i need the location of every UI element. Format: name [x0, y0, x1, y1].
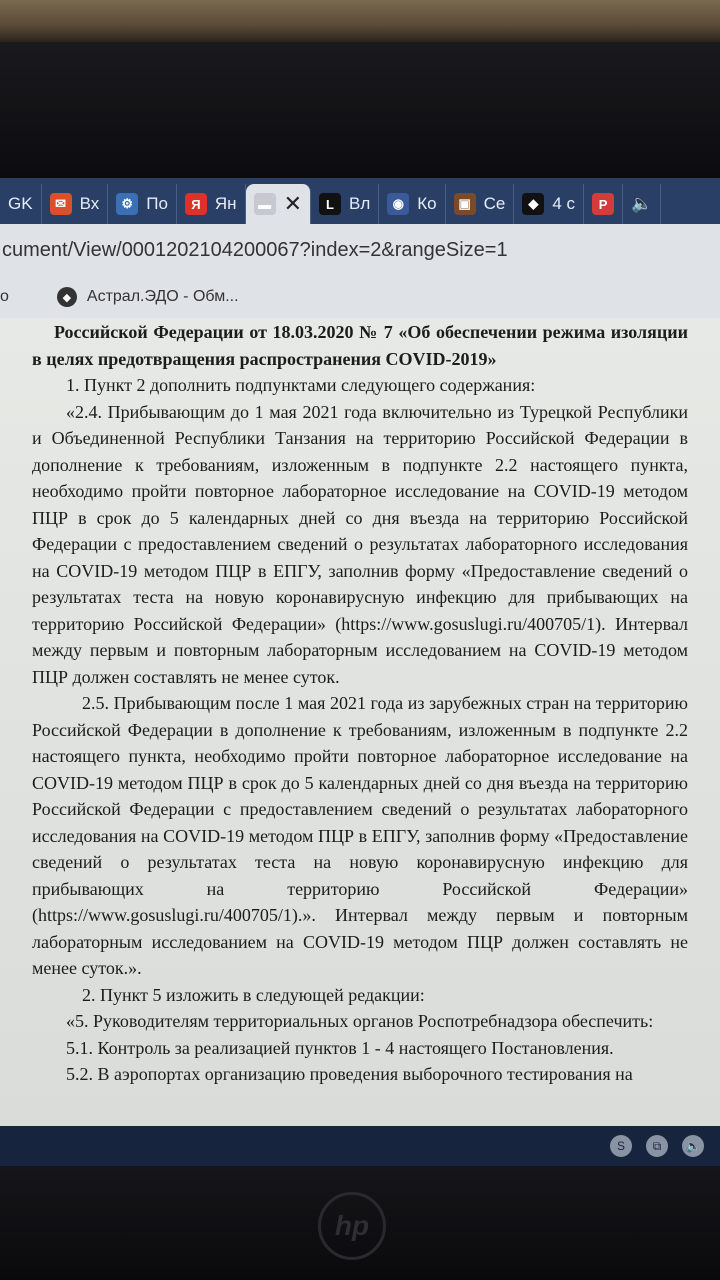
tab-favicon-icon: L: [319, 193, 341, 215]
tab-label: Се: [483, 194, 506, 213]
document-view: [0, 318, 720, 1126]
document-heading: Российской Федерации от 18.03.2020 № 7 «Об обеспечении режима изоляции в целях предотвращения распространения COVID-2019»: [32, 322, 688, 369]
astral-icon: ◆: [57, 287, 77, 307]
paragraph-1: 1. Пункт 2 дополнить подпунктами следующего содержания:: [66, 375, 536, 395]
laptop-bezel-top: [0, 42, 720, 178]
hp-logo: hp: [318, 1192, 386, 1260]
paragraph-5-2: 5.2. В аэропортах организацию проведения выборочного тестирования на: [66, 1064, 633, 1084]
paragraph-2: 2. Пункт 5 изложить в следующей редакции:: [82, 984, 425, 1005]
taskbar-tray-icon[interactable]: 🔈: [682, 1135, 704, 1157]
tab-label: Ко: [417, 194, 437, 213]
paragraph-2-4: «2.4. Прибывающим до 1 мая 2021 года включительно из Турецкой Республики и Объединенной Республики Танзания на территорию Российской Федерации в дополнение к требованиям, изложенным в подпункте 2.2 настоящего пункта, необходимо пройти повторное лабораторное исследование на COVID-19 методом ПЦР в срок до 5 календарных дней со дня въезда на территорию Российской Федерации с предоставлением сведений о результатах лабораторного исследования на COVID-19 методом ПЦР в ЕПГУ, заполнив форму «Предоставление сведений о результатах теста на новую коронавирусную инфекцию для прибывающих на территорию Российской Федерации» (https://www.gosuslugi.ru/400705/1). Интервал между первым и повторным лабораторным исследованием на COVID-19 методом ПЦР должен составлять не менее суток.: [32, 401, 688, 687]
tab-label: 4 с: [552, 194, 576, 213]
tab-favicon-icon: ◉: [387, 193, 409, 215]
browser-tab-7[interactable]: [446, 184, 515, 224]
taskbar-tray-icon[interactable]: S: [610, 1135, 632, 1157]
taskbar: [0, 1126, 720, 1166]
browser-tab-strip: [0, 178, 720, 224]
tab-label: GK: [8, 194, 33, 213]
tab-favicon-icon: ▬: [254, 193, 276, 215]
browser-tab-8[interactable]: [514, 184, 584, 224]
tab-favicon-icon: ▣: [454, 193, 476, 215]
paragraph-5-1: 5.1. Контроль за реализацией пунктов 1 - 4 настоящего Постановления.: [66, 1037, 614, 1058]
background-wall: [0, 0, 720, 42]
tab-favicon-icon: Я: [185, 193, 207, 215]
taskbar-tray-icon[interactable]: ⧉: [646, 1135, 668, 1157]
tab-favicon-icon: ✉: [50, 193, 72, 215]
paragraph-5: «5. Руководителям территориальных органов Роспотребнадзора обеспечить:: [66, 1011, 654, 1031]
browser-tab-1[interactable]: [42, 184, 109, 224]
tab-favicon-icon: P: [592, 193, 614, 215]
browser-tab-0[interactable]: [0, 184, 42, 224]
browser-tab-5[interactable]: [311, 184, 379, 224]
browser-tab-3[interactable]: [177, 184, 246, 224]
url-text[interactable]: cument/View/0001202104200067?index=2&rangeSize=1: [2, 238, 508, 261]
browser-tab-4[interactable]: [246, 184, 311, 224]
browser-tab-6[interactable]: [379, 184, 445, 224]
tab-label: Ян: [214, 194, 237, 213]
tab-label: По: [146, 194, 168, 213]
tab-label: Вл: [349, 194, 371, 213]
tab-label: Вх: [79, 194, 100, 213]
bookmark-truncated[interactable]: о: [0, 288, 9, 305]
browser-tab-2[interactable]: [108, 184, 177, 224]
tab-favicon-icon: ◆: [522, 193, 544, 215]
laptop-screen: [0, 178, 720, 1166]
bookmark-astral-edo[interactable]: Астрал.ЭДО - Обм...: [86, 288, 239, 305]
paragraph-2-5: 2.5. Прибывающим после 1 мая 2021 года из зарубежных стран на территорию Российской Федерации в дополнение к требованиям, изложенным в подпункте 2.2 настоящего пункта, необходимо пройти повторное лабораторное исследование на COVID-19 методом ПЦР в срок до 5 календарных дней со дня въезда на территорию Российской Федерации с предоставлением сведений о результатах лабораторного исследования на COVID-19 методом ПЦР в ЕПГУ, заполнив форму «Предоставление сведений о результатах теста на новую коронавирусную инфекцию для прибывающих на территорию Российской Федерации» (https://www.gosuslugi.ru/400705/1).». Интервал между первым и повторным лабораторным исследованием на COVID-19 методом ПЦР должен составлять не менее суток.».: [32, 693, 688, 978]
bookmarks-bar: [0, 276, 720, 319]
address-bar[interactable]: [0, 224, 720, 276]
close-tab-icon[interactable]: ✕: [283, 191, 303, 216]
tab-audio-icon[interactable]: 🔈: [623, 184, 661, 224]
browser-tab-9[interactable]: [584, 184, 623, 224]
tab-favicon-icon: ⚙: [116, 193, 138, 215]
